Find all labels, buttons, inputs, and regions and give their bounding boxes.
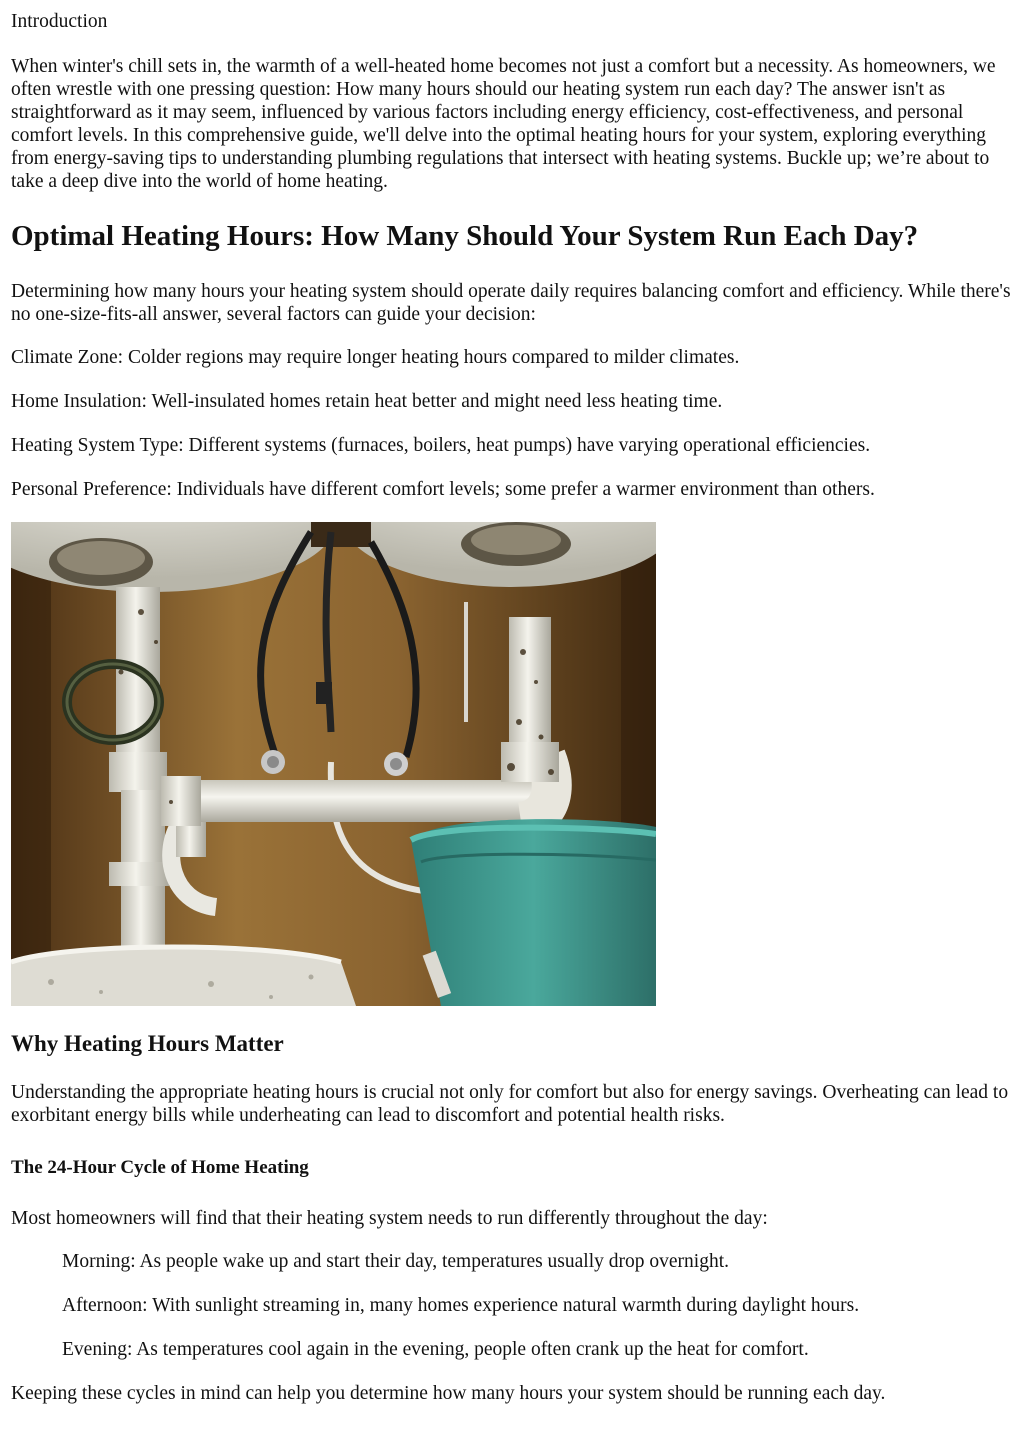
- intro-label: Introduction: [11, 11, 108, 32]
- determining-paragraph: Determining how many hours your heating system should operate daily requires balancing comfort and efficiency. While there's no one-size-fits-all answer, several factors can guide your decision:: [11, 281, 1011, 325]
- cycle-item-morning: Morning: As people wake up and start their day, temperatures usually drop overnight.: [62, 1251, 729, 1272]
- cycle-closing: Keeping these cycles in mind can help you determine how many hours your system should be running each day.: [11, 1383, 886, 1404]
- cycle-intro: Most homeowners will find that their heating system needs to run differently throughout the day:: [11, 1208, 768, 1229]
- cycle-item-afternoon: Afternoon: With sunlight streaming in, many homes experience natural warmth during daylight hours.: [62, 1295, 860, 1316]
- factor-personal-preference: Personal Preference: Individuals have different comfort levels; some prefer a warmer environment than others.: [11, 479, 875, 500]
- under-sink-plumbing-photo: [11, 522, 656, 1006]
- factor-home-insulation: Home Insulation: Well-insulated homes retain heat better and might need less heating time.: [11, 391, 723, 412]
- why-heading: Why Heating Hours Matter: [11, 1031, 284, 1056]
- factor-heating-system-type: Heating System Type: Different systems (furnaces, boilers, heat pumps) have varying operational efficiencies.: [11, 435, 871, 456]
- cycle-item-evening: Evening: As temperatures cool again in the evening, people often crank up the heat for comfort.: [62, 1339, 809, 1360]
- page-title: Optimal Heating Hours: How Many Should Your System Run Each Day?: [11, 220, 919, 252]
- factor-climate-zone: Climate Zone: Colder regions may require longer heating hours compared to milder climates.: [11, 347, 740, 368]
- why-paragraph: Understanding the appropriate heating hours is crucial not only for comfort but also for energy savings. Overheating can lead to exorbitant energy bills while underheating can lead to discomfort and potential health risks.: [11, 1082, 1009, 1126]
- intro-paragraph: When winter's chill sets in, the warmth of a well-heated home becomes not just a comfort but a necessity. As homeowners, we often wrestle with one pressing question: How many hours should our heating system run each day? The answer isn't as straightforward as it may seem, influenced by various factors including energy efficiency, cost-effectiveness, and personal comfort levels. In this comprehensive guide, we'll delve into the optimal heating hours for your system, exploring everything from energy-saving tips to understanding plumbing regulations that intersect with heating systems. Buckle up; we’re about to take a deep dive into the world of home heating.: [11, 56, 996, 192]
- cycle-heading: The 24-Hour Cycle of Home Heating: [11, 1157, 309, 1178]
